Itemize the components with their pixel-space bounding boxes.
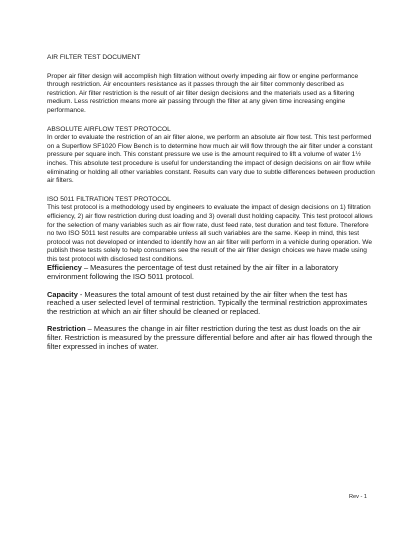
iso-5011-paragraph: This test protocol is a methodology used by engineers to evaluate the impact of design decisions on 1) filtration efficiency, 2) air flow restriction during dust loading and 3) overall dust holding capacity. This test protocol allows for the selection of many variables such as air flow rate, dust feed rate, test duration and test fixture. Therefore no two ISO 5011 test results are comparable unless all such variables are the same. Keep in mind, this test protocol was not developed or intended to identify how an air filter will perform in a vehicle during operation. We publish these tests solely to help consumers see the result of the air filter design choices we have made using this test protocol with disclosed test conditions. (47, 204, 373, 263)
definition-term: Capacity (47, 289, 78, 299)
definition-restriction (47, 325, 375, 351)
document-content (47, 54, 375, 351)
definition-text: Measures the percentage of test dust retained by the air filter in a laboratory environment following the ISO 5011 protocol. (47, 263, 339, 282)
definition-efficiency (47, 264, 375, 281)
absolute-airflow-heading: ABSOLUTE AIRFLOW TEST PROTOCOL (47, 125, 171, 133)
definition-separator: – (81, 263, 91, 273)
definition-separator: – (85, 324, 94, 334)
definition-term: Efficiency (47, 263, 82, 273)
intro-paragraph: Proper air filter design will accomplish high filtration without overly impeding air flow or engine performance through restriction. Air encounters resistance as it passes through the air filter commonly described as restriction. Air filter restriction is the result of air filter design decisions and the materials used as a filtering medium. Less restriction means more air passing through the filter at any given time increasing engine performance. (47, 72, 359, 114)
absolute-airflow-paragraph: In order to evaluate the restriction of an air filter alone, we perform an absolute air flow test. This test performed on a Superflow SF1020 Flow Bench is to determine how much air will flow through the air filter under a constant pressure per square inch. This constant pressure we use is the amount required to lift a volume of water 1½ inches. This absolute test procedure is useful for understanding the impact of design decisions on air flow while eliminating or holding all other variables constant. Results can vary due to subtle differences between production air filters. (47, 134, 375, 185)
definition-text: Measures the change in air filter restriction during the test as dust loads on the air filter. Restriction is measured by the pressure differential before and after air has flowed through the filter expressed in inches of water. (47, 324, 373, 351)
definition-term: Restriction (47, 324, 86, 334)
revision-label: Rev - 1 (348, 494, 367, 500)
definition-capacity (47, 291, 375, 317)
definition-text: Measures the total amount of test dust retained by the air filter when the test has reached a user selected level of terminal restriction. Typically the terminal restriction approximates the restriction at which an air filter should be cleaned or replaced. (47, 289, 368, 316)
iso-5011-heading: ISO 5011 FILTRATION TEST PROTOCOL (47, 195, 171, 203)
document-title: AIR FILTER TEST DOCUMENT (47, 54, 141, 61)
definition-separator: - (77, 289, 85, 299)
